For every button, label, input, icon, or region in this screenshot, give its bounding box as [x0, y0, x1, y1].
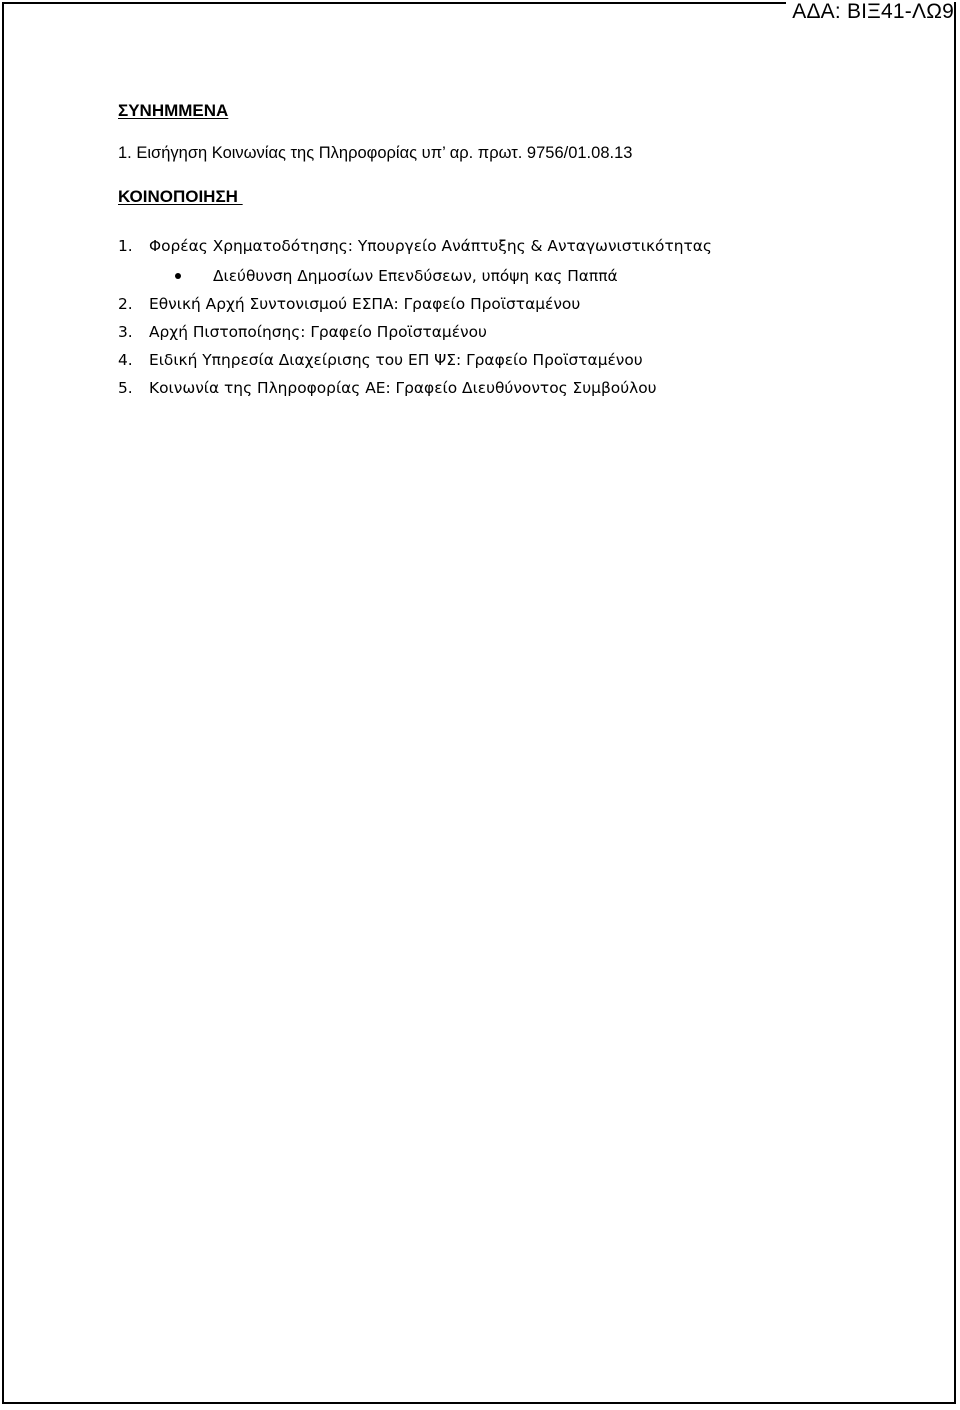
attachment-item-text: Εισήγηση Κοινωνίας της Πληροφορίας υπ’ αρ. πρωτ. 9756/01.08.13 [136, 144, 633, 162]
bullet-icon [175, 273, 181, 279]
notification-item [118, 236, 712, 256]
ada-code: ΑΔΑ: ΒΙΞ41-ΛΩ9 [786, 0, 954, 24]
notification-item-text: Ειδική Υπηρεσία Διαχείρισης του ΕΠ ΨΣ: Γραφείο Προϊσταμένου [149, 351, 643, 369]
notification-item-number: 2. [118, 295, 133, 313]
notification-item [118, 378, 657, 398]
notification-item-text: Αρχή Πιστοποίησης: Γραφείο Προϊσταμένου [149, 323, 487, 341]
notification-item-text: Κοινωνία της Πληροφορίας ΑΕ: Γραφείο Διευθύνοντος Συμβούλου [149, 379, 657, 397]
attachment-item-number: 1. [118, 144, 132, 162]
notification-item-number: 5. [118, 379, 133, 397]
notification-item [118, 322, 487, 342]
attachment-item [118, 143, 632, 163]
notification-item [118, 350, 643, 370]
notification-item-number: 4. [118, 351, 133, 369]
notification-sub-item-text: Διεύθυνση Δημοσίων Επενδύσεων, υπόψη κας Παππά [213, 267, 618, 285]
notification-item-text: Φορέας Χρηματοδότησης: Υπουργείο Ανάπτυξης & Ανταγωνιστικότητας [149, 237, 712, 255]
notification-item-text: Εθνική Αρχή Συντονισμού ΕΣΠΑ: Γραφείο Προϊσταμένου [149, 295, 581, 313]
notification-item-number: 1. [118, 237, 133, 255]
notification-item-number: 3. [118, 323, 133, 341]
attachments-heading: ΣΥΝΗΜΜΕΝΑ [118, 101, 229, 120]
notification-sub-item [180, 266, 618, 286]
notification-heading: ΚΟΙΝΟΠΟΙΗΣΗ [118, 187, 243, 206]
notification-item [118, 294, 580, 314]
page-frame [2, 2, 956, 1404]
